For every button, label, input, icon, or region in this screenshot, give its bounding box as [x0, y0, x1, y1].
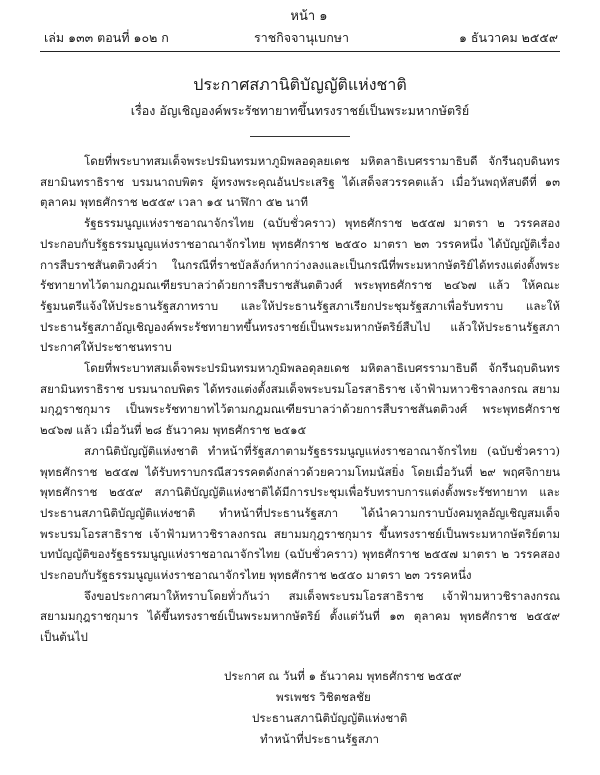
volume-issue: เล่ม ๑๓๓ ตอนที่ ๑๐๒ ก — [44, 30, 169, 45]
page-number: หน้า ๑ — [290, 9, 328, 24]
gazette-header — [40, 28, 560, 52]
signature-block — [40, 666, 560, 750]
announcement-subject: เรื่อง อัญเชิญองค์พระรัชทายาทขึ้นทรงราชย์เป็นพระมหากษัตริย์ — [130, 103, 470, 118]
publication-name: ราชกิจจานุเบกษา — [254, 30, 350, 45]
signatory-acting-position: ทำหน้าที่ประธานรัฐสภา — [260, 731, 380, 746]
paragraph-1: โดยที่พระบาทสมเด็จพระปรมินทรมหาภูมิพลอดุลยเดช มหิตลาธิเบศรรามาธิบดี จักรีนฤบดินทร สยามินทราธิราช บรมนาถบพิตร ผู้ทรงพระคุณอันประเสริฐ ได้เสด็จสวรรคตแล้ว เมื่อวันพฤหัสบดีที่ ๑๓ ตุลาคม พุทธศักราช ๒๕๕๙ เวลา ๑๕ นาฬิกา ๕๒ นาที — [40, 154, 560, 210]
publication-date: ๑ ธันวาคม ๒๕๕๙ — [458, 30, 558, 45]
signature-date: ประกาศ ณ วันที่ ๑ ธันวาคม พุทธศักราช ๒๕๕๙ — [224, 668, 462, 683]
signatory-position: ประธานสภานิติบัญญัติแห่งชาติ — [252, 710, 408, 725]
signatory-name: พรเพชร วิชิตชลชัย — [276, 689, 371, 704]
announcement-body — [40, 151, 560, 648]
paragraph-3: โดยที่พระบาทสมเด็จพระปรมินทรมหาภูมิพลอดุลยเดช มหิตลาธิเบศรรามาธิบดี จักรีนฤบดินทร สยามินทราธิราช บรมนาถบพิตร ได้ทรงแต่งตั้งสมเด็จพระบรมโอรสาธิราช เจ้าฟ้ามหาวชิราลงกรณ สยามมกุฎราชกุมาร เป็นพระรัชทายาทไว้ตามกฎมณเฑียรบาลว่าด้วยการสืบราชสันตติวงศ์ พระพุทธศักราช ๒๔๖๗ แล้ว เมื่อวันที่ ๒๘ ธันวาคม พุทธศักราช ๒๕๑๕ — [40, 361, 560, 438]
title-divider — [250, 136, 350, 137]
announcement-title: ประกาศสภานิติบัญญัติแห่งชาติ — [193, 75, 407, 94]
paragraph-4: สภานิติบัญญัติแห่งชาติ ทำหน้าที่รัฐสภาตามรัฐธรรมนูญแห่งราชอาณาจักรไทย (ฉบับชั่วคราว) พุทธศักราช ๒๕๕๗ ได้รับทราบกรณีสวรรคตดังกล่าวด้วยความโทมนัสยิ่ง โดยเมื่อวันที่ ๒๙ พฤศจิกายน พุทธศักราช ๒๕๕๙ สภานิติบัญญัติแห่งชาติได้มีการประชุมเพื่อรับทราบการแต่งตั้งพระรัชทายาท และประธานสภานิติบัญญัติแห่งชาติ ทำหน้าที่ประธานรัฐสภา ได้นำความกราบบังคมทูลอัญเชิญสมเด็จพระบรมโอรสาธิราช เจ้าฟ้ามหาวชิราลงกรณ สยามมกุฎราชกุมาร ขึ้นทรงราชย์เป็นพระมหากษัตริย์ตามบทบัญญัติของรัฐธรรมนูญแห่งราชอาณาจักรไทย (ฉบับชั่วคราว) พุทธศักราช ๒๕๕๗ มาตรา ๒ วรรคสอง ประกอบกับรัฐธรรมนูญแห่งราชอาณาจักรไทย พุทธศักราช ๒๕๕๐ มาตรา ๒๓ วรรคหนึ่ง — [40, 443, 560, 583]
paragraph-5: จึงขอประกาศมาให้ทราบโดยทั่วกันว่า สมเด็จพระบรมโอรสาธิราช เจ้าฟ้ามหาวชิราลงกรณ สยามมกุฎราชกุมาร ได้ขึ้นทรงราชย์เป็นพระมหากษัตริย์ ตั้งแต่วันที่ ๑๓ ตุลาคม พุทธศักราช ๒๕๕๙ เป็นต้นไป — [40, 588, 560, 645]
paragraph-2: รัฐธรรมนูญแห่งราชอาณาจักรไทย (ฉบับชั่วคราว) พุทธศักราช ๒๕๕๗ มาตรา ๒ วรรคสอง ประกอบกับรัฐธรรมนูญแห่งราชอาณาจักรไทย พุทธศักราช ๒๕๕๐ มาตรา ๒๓ วรรคหนึ่ง ได้บัญญัติเรื่องการสืบราชสันตติวงศ์ว่า ในกรณีที่ราชบัลลังก์หากว่างลงและเป็นกรณีที่พระมหากษัตริย์ได้ทรงแต่งตั้งพระรัชทายาทไว้ตามกฎมณเฑียรบาลว่าด้วยการสืบราชสันตติวงศ์ พระพุทธศักราช ๒๔๖๗ แล้ว ให้คณะรัฐมนตรีแจ้งให้ประธานรัฐสภาทราบ และให้ประธานรัฐสภาเรียกประชุมรัฐสภาเพื่อรับทราบ และให้ประธานรัฐสภาอัญเชิญองค์พระรัชทายาทขึ้นทรงราชย์เป็นพระมหากษัตริย์สืบไป แล้วให้ประธานรัฐสภาประกาศให้ประชาชนทราบ — [40, 216, 560, 355]
